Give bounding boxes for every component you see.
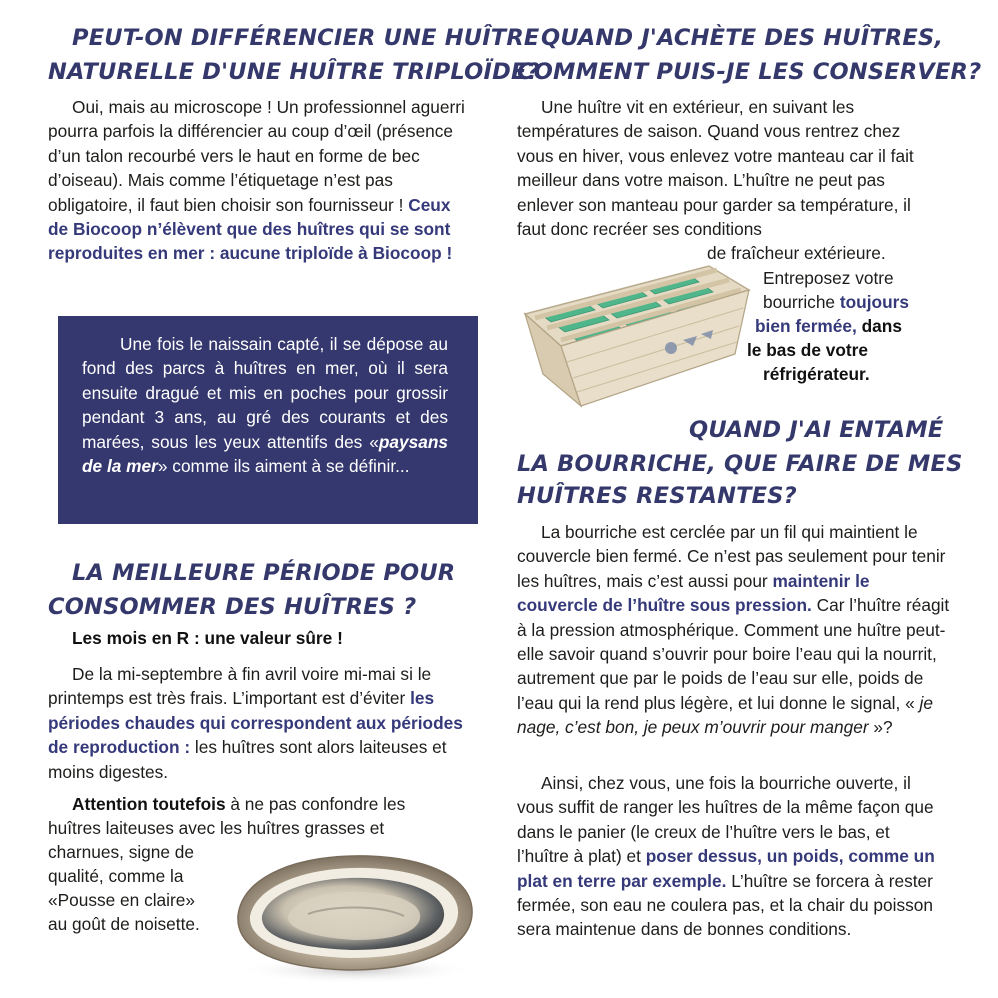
attention-line: Attention toutefois à ne pas confondre les — [72, 794, 406, 814]
heading-conserve-line1: QUAND J'ACHÈTE DES HUÎTRES, — [541, 25, 944, 51]
quote-italic: je nage, c’est bon, je peux m’ouvrir pour manger — [517, 692, 933, 738]
paragraph-leftover: La bourriche est cerclée par un fil qui maintient le couvercle bien fermé. Ce n’est pas seulement pour tenir les huîtres, mais c’est aussi pour maintenir le couvercle de l’huître sous pression. Car l’huître réagit à la pression atmosphérique. Comment une huître peut-elle savoir quand s’ouvrir pour boire l’eau qui la nourrit, autrement que par le poids de l’eau sur elle, poids de l’eau qui la rend plus légère, et lui donne le signal, « je nage, c’est bon, je peux m’ouvrir pour manger »? — [517, 522, 950, 738]
callout-text: Une fois le naissain capté, il se dépose au fond des parcs à huîtres en mer, où il sera ensuite dragué et mis en poches pour grossir pendant 3 ans, au gré des courants et des marées, sous les yeux attentifs des «paysans de la mer» comme ils aiment à se définir... — [82, 334, 448, 477]
attention-line-6: au goût de noisette. — [48, 914, 200, 934]
attention-line-4: qualité, comme la — [48, 866, 184, 886]
heading-conserve-line2: COMMENT PUIS-JE LES CONSERVER? — [517, 59, 982, 85]
attention-label: Attention toutefois — [72, 794, 226, 814]
tip-line-4: le bas de votre — [747, 340, 869, 360]
paragraph-conserve-end: de fraîcheur extérieure. — [707, 243, 886, 263]
subtitle-months-r: Les mois en R : une valeur sûre ! — [72, 628, 343, 648]
oyster-image — [228, 846, 482, 986]
heading-triploid-line1: PEUT-ON DIFFÉRENCIER UNE HUÎTRE — [72, 25, 540, 51]
paragraph-storage: Ainsi, chez vous, une fois la bourriche ouverte, il vous suffit de ranger les huîtres de la même façon que dans le panier (le creux de l’huître vers le bas, et l’huître à plat) et poser dessus, un poids, comme un plat en terre par exemple. L’huître se forcera à rester fermée, son eau ne coulera pas, et la chair du poisson sera maintenue dans de bonnes conditions. — [517, 773, 935, 940]
attention-line-5: «Pousse en claire» — [48, 890, 195, 910]
emphasis-weight: poser dessus, un poids, comme un plat en terre par exemple. — [517, 846, 935, 891]
paragraph-conserve: Une huître vit en extérieur, en suivant les températures de saison. Quand vous rentrez chez vous en hiver, vous enlevez votre manteau car il fait meilleur dans votre maison. L’huître ne peut pas enlever son manteau pour garder sa température, il faut donc recréer ses conditions — [517, 97, 914, 240]
attention-line-2: huîtres laiteuses avec les huîtres grasses et — [48, 818, 385, 838]
emphasis-biocoop: Ceux de Biocoop n’élèvent que des huîtres qui se sont reproduites en mer : aucune triploïde à Biocoop ! — [48, 194, 453, 264]
heading-triploid-line2: NATURELLE D'UNE HUÎTRE TRIPLOÏDE? — [48, 59, 540, 85]
emphasis-hot-periods: les périodes chaudes qui correspondent aux périodes de reproduction : — [48, 688, 463, 758]
heading-period-line1: LA MEILLEURE PÉRIODE POUR — [72, 560, 456, 586]
tip-line-3: bien fermée, dans — [755, 316, 902, 336]
oyster-basket-image — [521, 262, 751, 410]
emphasis-pressure: maintenir le couvercle de l’huître sous pression. — [517, 570, 870, 616]
callout-box — [58, 316, 478, 524]
heading-period-line2: CONSOMMER DES HUÎTRES ? — [48, 594, 417, 620]
heading-leftover-line2: LA BOURRICHE, QUE FAIRE DE MES — [517, 451, 963, 477]
paragraph-triploid: Oui, mais au microscope ! Un professionnel aguerri pourra parfois la différencier au coup d’œil (présence d’un talon recourbé vers le haut en forme de bec d’oiseau). Mais comme l’étiquetage n’est pas obligatoire, il faut bien choisir son fournisseur ! Ceux de Biocoop n’élèvent que des huîtres qui se sont reproduites en mer : aucune triploïde à Biocoop ! — [48, 97, 465, 264]
tip-line-1: Entreposez votre — [763, 268, 894, 288]
heading-leftover-line3: HUÎTRES RESTANTES? — [517, 483, 797, 509]
paragraph-period: De la mi-septembre à fin avril voire mi-mai si le printemps est très frais. L’important est d’éviter les périodes chaudes qui correspondent aux périodes de reproduction : les huîtres sont alors laiteuses et moins digestes. — [48, 664, 463, 782]
tip-line-5: réfrigérateur. — [763, 364, 870, 384]
heading-leftover-line1: QUAND J'AI ENTAMÉ — [689, 417, 944, 443]
callout-emphasis: paysans de la mer — [82, 431, 448, 477]
attention-line-3: charnues, signe de — [48, 842, 195, 862]
tip-line-2: bourriche toujours — [763, 292, 909, 312]
